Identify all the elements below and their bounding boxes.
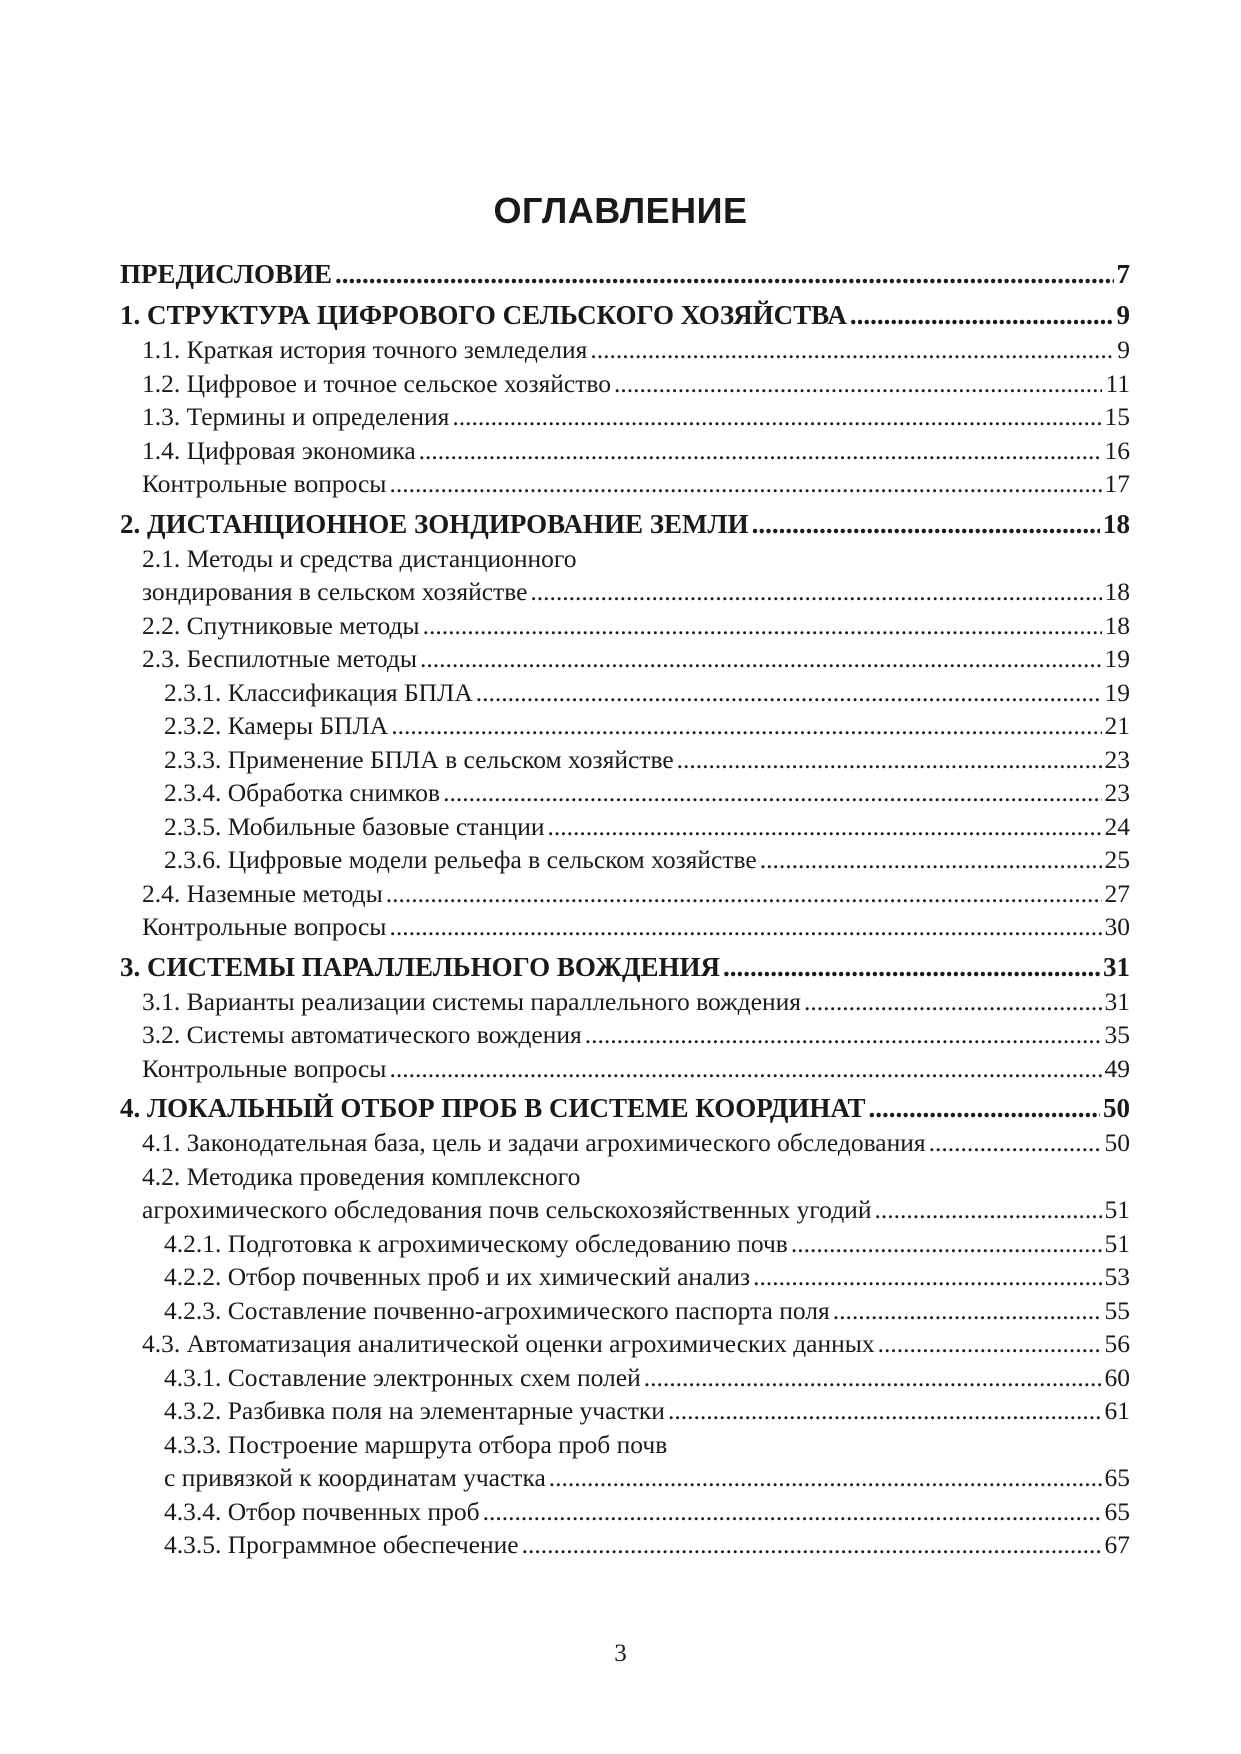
dot-leader xyxy=(791,1227,1102,1261)
toc-entry-page: 19 xyxy=(1104,644,1130,673)
toc-entry-page: 18 xyxy=(1104,610,1130,640)
toc-entry-title: 3.1. Варианты реализации системы параллельного вождения xyxy=(142,986,801,1016)
toc-entry-page: 18 xyxy=(1103,508,1130,539)
toc-section-entry xyxy=(120,743,1130,777)
dot-leader xyxy=(869,1090,1100,1126)
dot-leader xyxy=(389,467,1101,501)
toc-entry-page: 19 xyxy=(1104,677,1130,707)
toc-entry-page: 21 xyxy=(1104,711,1130,740)
toc-section-entry xyxy=(120,1227,1130,1261)
toc-entry-title: 4.2.1. Подготовка к агрохимическому обследованию почв xyxy=(164,1228,788,1258)
dot-leader xyxy=(590,333,1114,367)
toc-entry-page: 65 xyxy=(1104,1496,1130,1526)
toc-entry-title: ПРЕДИСЛОВИЕ xyxy=(120,259,333,289)
toc-entry-title: 2.3.5. Мобильные базовые станции xyxy=(164,811,545,841)
toc-entry-heading-line: 4.3.3. Построение маршрута отбора проб почв xyxy=(164,1429,668,1459)
toc-entry-title: 2.4. Наземные методы xyxy=(142,878,383,908)
toc-chapter-entry xyxy=(120,256,1130,292)
dot-leader xyxy=(443,776,1101,810)
toc-section-entry xyxy=(120,1052,1130,1086)
toc-section-entry xyxy=(120,333,1130,367)
toc-entry-page: 11 xyxy=(1105,368,1130,398)
dot-leader xyxy=(389,1052,1101,1086)
toc-entry-title: 4.2.2. Отбор почвенных проб и их химический анализ xyxy=(164,1262,751,1291)
toc-entry-title: 4.2.3. Составление почвенно-агрохимического паспорта поля xyxy=(164,1295,830,1325)
dot-leader xyxy=(335,256,1113,292)
toc-section-entry xyxy=(120,609,1130,643)
toc-entry-page: 55 xyxy=(1104,1295,1130,1325)
toc-entry-title: 2.3.3. Применение БПЛА в сельском хозяйстве xyxy=(164,744,674,774)
toc-section-entry xyxy=(120,1361,1130,1395)
toc-entry-title: 1.3. Термины и определения xyxy=(142,402,450,431)
toc-section-entry xyxy=(120,1461,1130,1495)
toc-entry-heading-line: 2.1. Методы и средства дистанционного xyxy=(142,543,577,573)
toc-entry-page: 9 xyxy=(1117,335,1130,364)
toc-section-entry xyxy=(120,776,1130,810)
toc-entry-title: 4.3.4. Отбор почвенных проб xyxy=(164,1496,480,1526)
dot-leader xyxy=(386,877,1102,911)
toc-section-entry xyxy=(120,1126,1130,1160)
toc-chapter-entry xyxy=(120,1090,1130,1126)
toc-entry-page: 53 xyxy=(1104,1262,1130,1291)
toc-entry-page: 67 xyxy=(1104,1530,1130,1559)
toc-entry-page: 9 xyxy=(1116,300,1130,330)
toc-section-entry xyxy=(120,367,1130,401)
toc-entry-title: 3.2. Системы автоматического вождения xyxy=(142,1020,582,1049)
toc-entry-title: 1.2. Цифровое и точное сельское хозяйство xyxy=(142,368,611,398)
toc-section-entry xyxy=(120,1260,1130,1294)
toc-chapter-entry xyxy=(120,949,1130,985)
toc-entry-title: 4.3.5. Программное обеспечение xyxy=(164,1530,519,1559)
toc-entry-page: 61 xyxy=(1104,1396,1130,1425)
toc-entry-page: 15 xyxy=(1104,402,1130,431)
dot-leader xyxy=(874,1193,1101,1227)
toc-section-entry xyxy=(120,1528,1130,1562)
dot-leader xyxy=(585,1018,1102,1052)
dot-leader xyxy=(677,743,1102,777)
toc-entry-page: 7 xyxy=(1116,259,1130,289)
dot-leader xyxy=(549,1461,1102,1495)
toc-entry-page: 51 xyxy=(1104,1195,1130,1224)
dot-leader xyxy=(423,609,1102,643)
toc-entry-title: агрохимического обследования почв сельскохозяйственных угодий xyxy=(142,1195,872,1224)
dot-leader xyxy=(548,810,1102,844)
toc-entry-title: 3. СИСТЕМЫ ПАРАЛЛЕЛЬНОГО ВОЖДЕНИЯ xyxy=(120,951,721,982)
toc-entry-page: 31 xyxy=(1104,986,1130,1016)
toc-entry-title: 2.3.1. Классификация БПЛА xyxy=(164,677,473,707)
toc-chapter-entry xyxy=(120,506,1130,542)
toc-entry-title: 2.3.6. Цифровые модели рельефа в сельском хозяйстве xyxy=(164,845,757,874)
toc-entry-page: 51 xyxy=(1104,1228,1130,1258)
dot-leader xyxy=(614,367,1102,401)
toc-entry-title: 4.1. Законодательная база, цель и задачи агрохимического обследования xyxy=(142,1128,926,1157)
toc-entry-title: 4.3.2. Разбивка поля на элементарные участки xyxy=(164,1396,665,1425)
toc-entry-title: Контрольные вопросы xyxy=(142,469,387,498)
toc-entry-title: 4. ЛОКАЛЬНЫЙ ОТБОР ПРОБ В СИСТЕМЕ КООРДИНАТ xyxy=(120,1093,866,1123)
toc-section-entry xyxy=(120,575,1130,609)
dot-leader xyxy=(878,1327,1102,1361)
toc-entry-page: 25 xyxy=(1104,845,1130,874)
dot-leader xyxy=(804,985,1102,1019)
toc-entry-title: 4.3. Автоматизация аналитической оценки агрохимических данных xyxy=(142,1329,875,1358)
toc-entry-title: с привязкой к координатам участка xyxy=(164,1463,546,1492)
toc-section-entry xyxy=(120,1294,1130,1328)
toc-entry-page: 50 xyxy=(1104,1128,1130,1157)
toc-entry-page: 49 xyxy=(1104,1053,1130,1083)
toc-section-entry xyxy=(120,1495,1130,1529)
toc-section-entry xyxy=(120,877,1130,911)
toc-entry-page: 24 xyxy=(1104,811,1130,841)
toc-entry-page: 35 xyxy=(1104,1020,1130,1049)
dot-leader xyxy=(452,400,1101,434)
toc-section-entry xyxy=(120,910,1130,944)
toc-section-entry xyxy=(120,642,1130,676)
toc-entry-page: 17 xyxy=(1104,469,1130,498)
table-of-contents xyxy=(120,256,1130,1562)
toc-entry-title: Контрольные вопросы xyxy=(142,1053,387,1083)
toc-section-entry xyxy=(120,810,1130,844)
toc-section-entry xyxy=(120,985,1130,1019)
toc-entry-title: 4.3.1. Составление электронных схем полей xyxy=(164,1362,641,1392)
toc-section-entry xyxy=(120,434,1130,468)
toc-section-entry xyxy=(120,1193,1130,1227)
toc-entry-page: 50 xyxy=(1103,1093,1130,1123)
dot-leader xyxy=(929,1126,1102,1160)
toc-entry-page: 16 xyxy=(1104,435,1130,465)
dot-leader xyxy=(530,575,1101,609)
dot-leader xyxy=(644,1361,1102,1395)
dot-leader xyxy=(483,1495,1102,1529)
toc-entry-page: 23 xyxy=(1104,744,1130,774)
toc-entry-title: Контрольные вопросы xyxy=(142,912,387,941)
toc-section-entry xyxy=(120,843,1130,877)
dot-leader xyxy=(760,843,1102,877)
toc-entry-title: 2.3.2. Камеры БПЛА xyxy=(164,711,389,740)
toc-entry-page: 60 xyxy=(1104,1362,1130,1392)
dot-leader xyxy=(522,1528,1102,1562)
toc-section-entry xyxy=(120,709,1130,743)
page-number: 3 xyxy=(614,1640,627,1667)
page-title: ОГЛАВЛЕНИЕ xyxy=(493,190,748,231)
toc-entry-title: 1. СТРУКТУРА ЦИФРОВОГО СЕЛЬСКОГО ХОЗЯЙСТВА xyxy=(120,300,847,330)
toc-entry-title: 1.4. Цифровая экономика xyxy=(142,435,416,465)
toc-section-entry xyxy=(120,1327,1130,1361)
dot-leader xyxy=(833,1294,1102,1328)
toc-section-entry xyxy=(120,1394,1130,1428)
dot-leader xyxy=(419,434,1102,468)
toc-section-entry xyxy=(120,467,1130,501)
dot-leader xyxy=(476,676,1102,710)
toc-entry-heading-line: 4.2. Методика проведения комплексного xyxy=(142,1161,581,1191)
toc-entry-page: 18 xyxy=(1104,577,1130,606)
toc-entry-page: 30 xyxy=(1104,912,1130,941)
dot-leader xyxy=(668,1394,1102,1428)
toc-entry-title: зондирования в сельском хозяйстве xyxy=(142,577,528,606)
toc-entry-title: 1.1. Краткая история точного земледелия xyxy=(142,335,588,364)
dot-leader xyxy=(850,297,1114,333)
toc-entry-page: 31 xyxy=(1103,951,1130,982)
toc-chapter-entry xyxy=(120,297,1130,333)
dot-leader xyxy=(753,1260,1101,1294)
toc-entry-page: 27 xyxy=(1104,878,1130,908)
toc-section-entry xyxy=(120,1018,1130,1052)
toc-entry-page: 56 xyxy=(1104,1329,1130,1358)
toc-entry-title: 2.3. Беспилотные методы xyxy=(142,644,417,673)
toc-section-entry xyxy=(120,400,1130,434)
toc-entry-title: 2.3.4. Обработка снимков xyxy=(164,778,441,807)
toc-entry-title: 2. ДИСТАНЦИОННОЕ ЗОНДИРОВАНИЕ ЗЕМЛИ xyxy=(120,508,749,539)
dot-leader xyxy=(723,949,1100,985)
toc-entry-title: 2.2. Спутниковые методы xyxy=(142,610,420,640)
toc-section-entry xyxy=(120,676,1130,710)
dot-leader xyxy=(391,709,1101,743)
toc-entry-page: 23 xyxy=(1104,778,1130,807)
dot-leader xyxy=(420,642,1102,676)
toc-entry-page: 65 xyxy=(1104,1463,1130,1492)
dot-leader xyxy=(389,910,1101,944)
dot-leader xyxy=(752,506,1100,542)
